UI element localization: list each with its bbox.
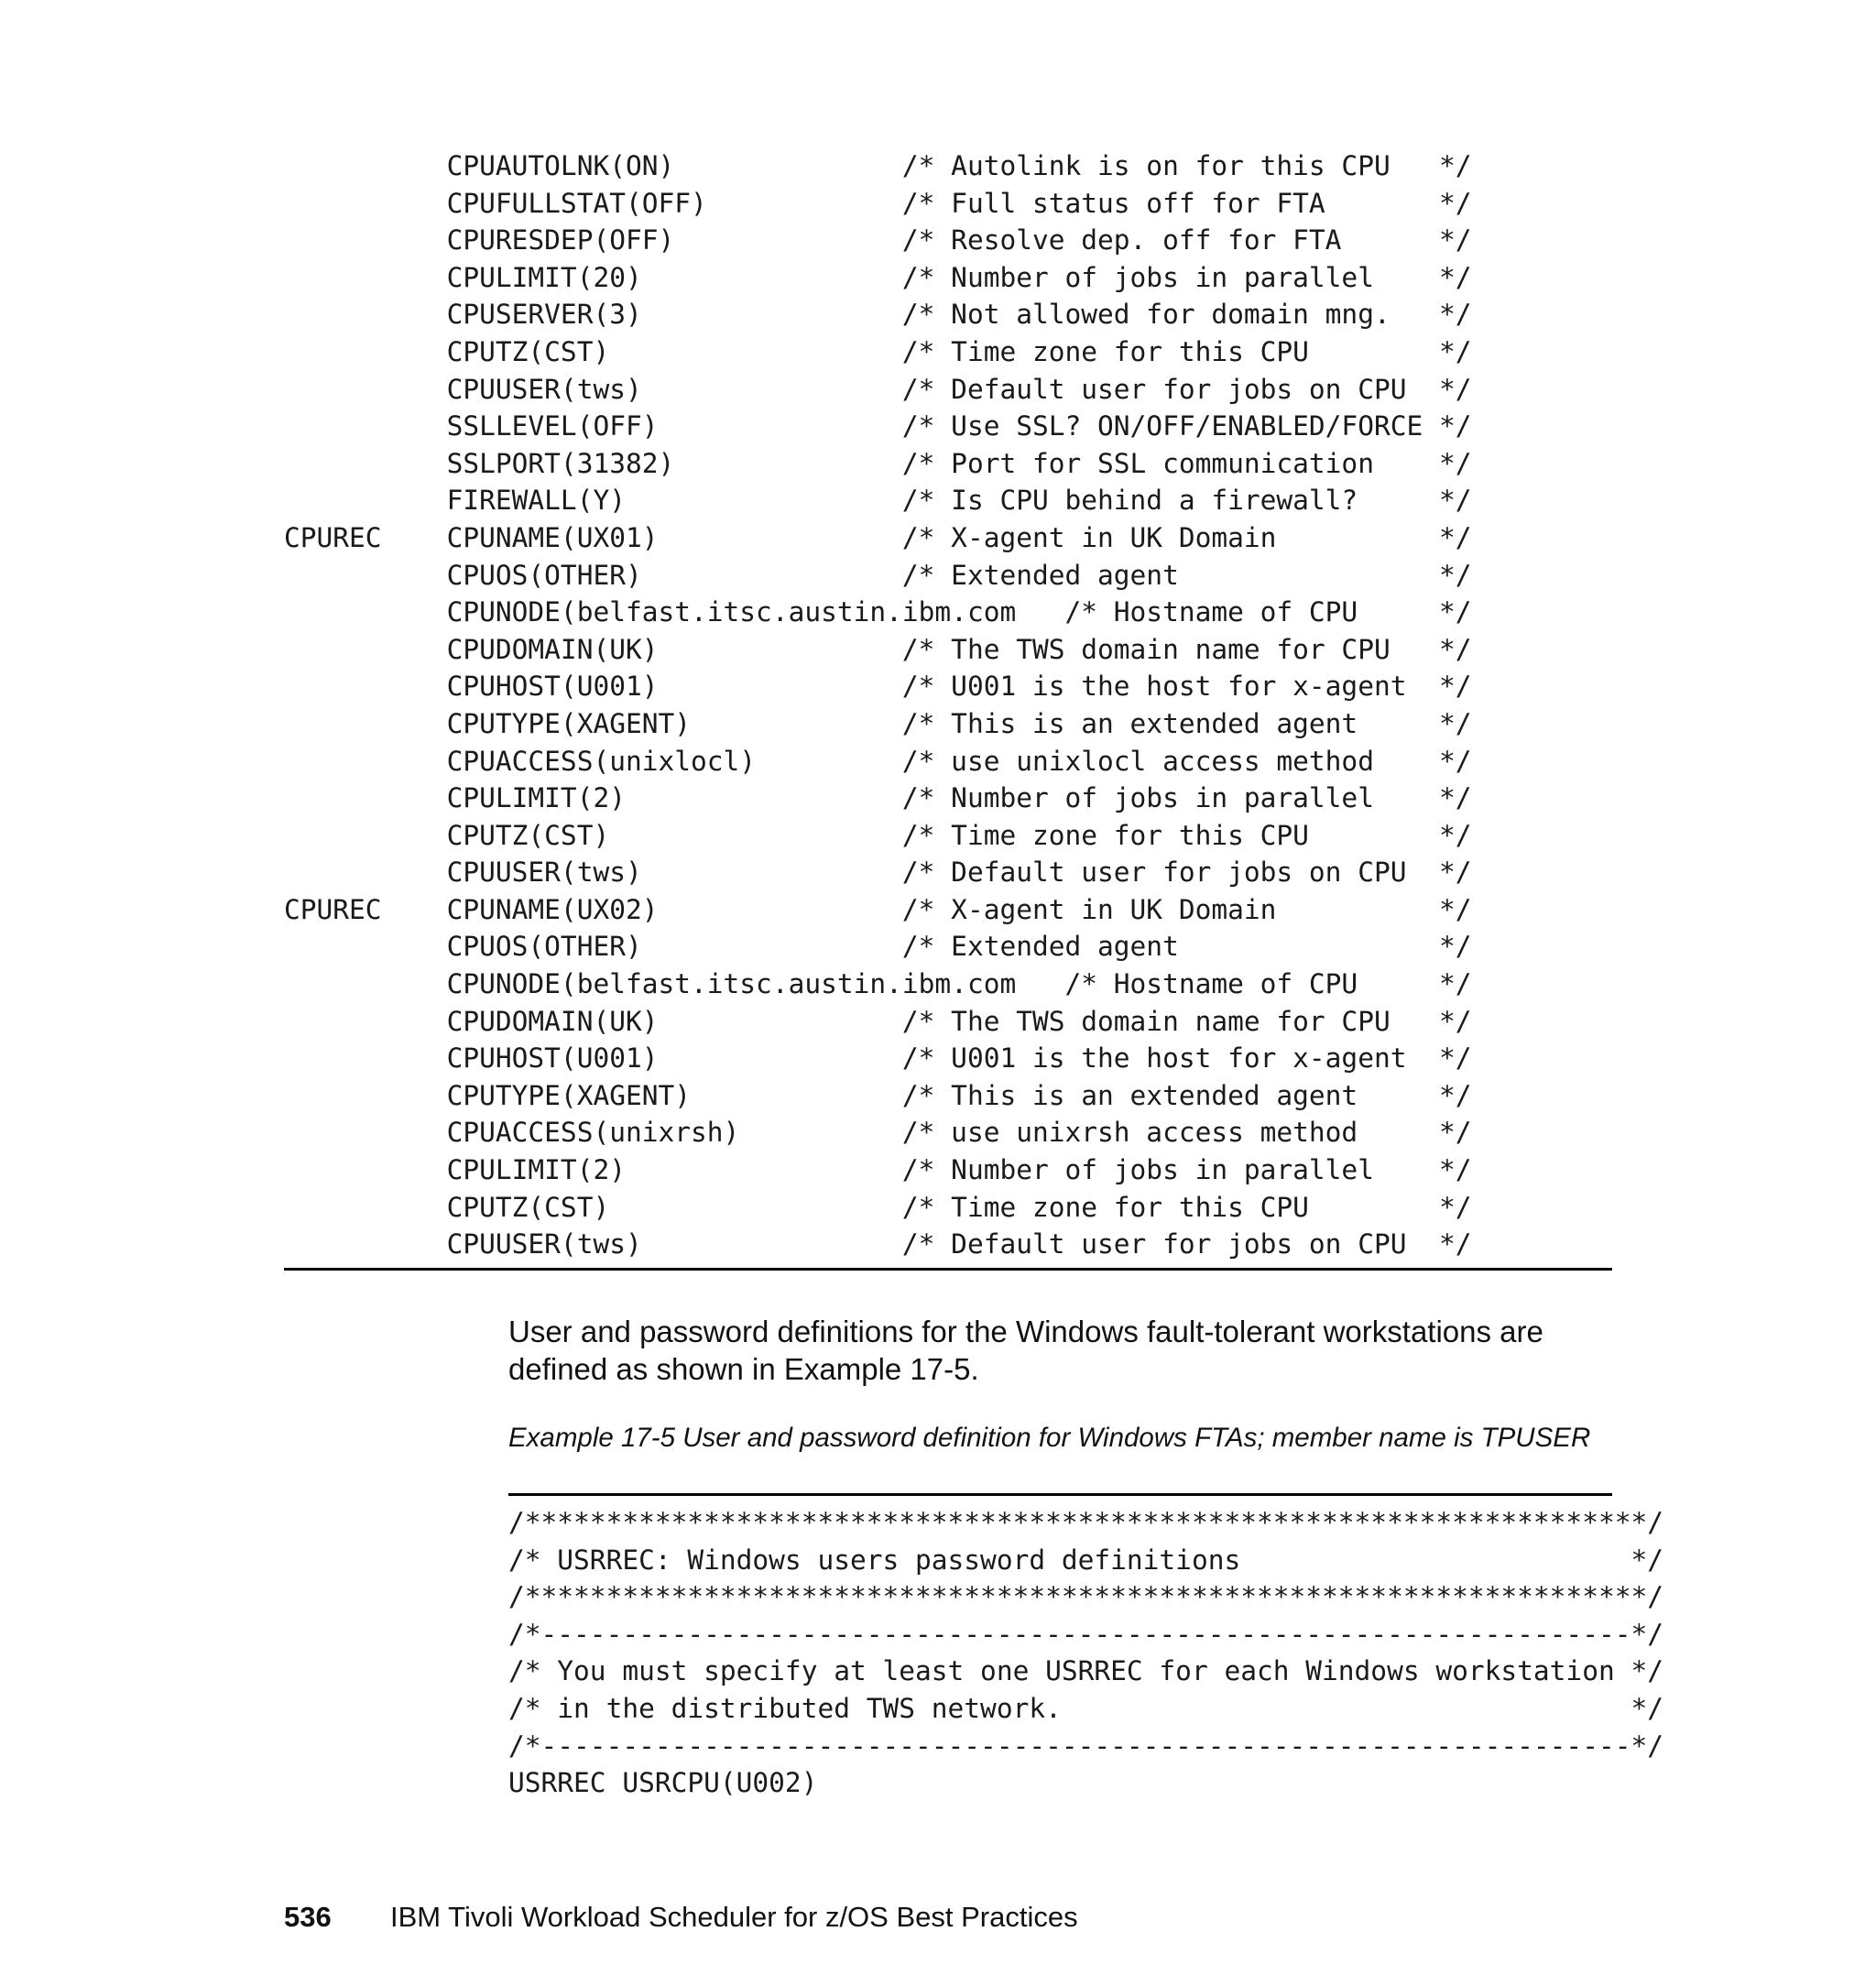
code-line: CPUHOST(U001) /* U001 is the host for x-agent */ xyxy=(284,671,1472,703)
code-line: CPUACCESS(unixlocl) /* use unixlocl access method */ xyxy=(284,745,1472,777)
code-line: CPUUSER(tws) /* Default user for jobs on CPU */ xyxy=(284,857,1472,889)
code-line: CPUNODE(belfast.itsc.austin.ibm.com /* Hostname of CPU */ xyxy=(284,596,1472,628)
book-title: IBM Tivoli Workload Scheduler for z/OS Best Practices xyxy=(390,1901,1078,1933)
cpurec-code-listing xyxy=(284,147,1472,1263)
code-line: CPULIMIT(2) /* Number of jobs in parallel */ xyxy=(284,1154,1472,1186)
code-line: CPUREC CPUNAME(UX02) /* X-agent in UK Domain */ xyxy=(284,893,1472,925)
code-line: CPUTYPE(XAGENT) /* This is an extended agent */ xyxy=(284,1079,1472,1111)
example-caption: Example 17-5 User and password definition for Windows FTAs; member name is TPUSER xyxy=(508,1423,1591,1453)
code-line: CPUDOMAIN(UK) /* The TWS domain name for CPU */ xyxy=(284,1005,1472,1037)
code-line: /*-------------------------------------------------------------------*/ xyxy=(508,1730,1663,1762)
code-line: /* USRREC: Windows users password definitions */ xyxy=(508,1544,1663,1576)
code-line: CPUHOST(U001) /* U001 is the host for x-agent */ xyxy=(284,1042,1472,1075)
code-line: FIREWALL(Y) /* Is CPU behind a firewall? */ xyxy=(284,485,1472,517)
code-line: /*********************************************************************/ xyxy=(508,1507,1663,1538)
code-line: CPULIMIT(2) /* Number of jobs in parallel */ xyxy=(284,782,1472,814)
code-line: CPUTZ(CST) /* Time zone for this CPU */ xyxy=(284,819,1472,851)
code-line: /*********************************************************************/ xyxy=(508,1581,1663,1613)
example-end-rule xyxy=(284,1268,1612,1271)
example-start-rule xyxy=(508,1493,1612,1496)
code-line: CPUUSER(tws) /* Default user for jobs on CPU */ xyxy=(284,373,1472,405)
code-line: CPUACCESS(unixrsh) /* use unixrsh access method */ xyxy=(284,1117,1472,1149)
code-line: USRREC USRCPU(U002) xyxy=(508,1767,818,1799)
page-number: 536 xyxy=(284,1901,332,1933)
page-footer xyxy=(284,1899,1078,1936)
code-line: CPUNODE(belfast.itsc.austin.ibm.com /* Hostname of CPU */ xyxy=(284,968,1472,1000)
code-line: CPUTZ(CST) /* Time zone for this CPU */ xyxy=(284,335,1472,367)
usrrec-code-listing xyxy=(508,1504,1663,1802)
code-line: SSLPORT(31382) /* Port for SSL communication */ xyxy=(284,447,1472,479)
code-line: CPUOS(OTHER) /* Extended agent */ xyxy=(284,931,1472,963)
code-line: CPUOS(OTHER) /* Extended agent */ xyxy=(284,559,1472,591)
code-line: CPURESDEP(OFF) /* Resolve dep. off for FTA */ xyxy=(284,224,1472,256)
body-paragraph: User and password definitions for the Windows fault-tolerant workstations are defined as shown in Example 17-5. xyxy=(508,1315,1543,1386)
code-line: CPUDOMAIN(UK) /* The TWS domain name for CPU */ xyxy=(284,633,1472,665)
code-line: SSLLEVEL(OFF) /* Use SSL? ON/OFF/ENABLED/FORCE */ xyxy=(284,410,1472,442)
code-line: CPUSERVER(3) /* Not allowed for domain mng. */ xyxy=(284,299,1472,331)
code-line: CPUAUTOLNK(ON) /* Autolink is on for this CPU */ xyxy=(284,150,1472,181)
code-line: CPUTZ(CST) /* Time zone for this CPU */ xyxy=(284,1191,1472,1223)
code-line: CPUTYPE(XAGENT) /* This is an extended agent */ xyxy=(284,707,1472,739)
code-line: CPUFULLSTAT(OFF) /* Full status off for FTA */ xyxy=(284,187,1472,219)
code-line: /*-------------------------------------------------------------------*/ xyxy=(508,1618,1663,1650)
code-line: CPULIMIT(20) /* Number of jobs in parallel */ xyxy=(284,261,1472,293)
code-line: /* You must specify at least one USRREC for each Windows workstation */ xyxy=(508,1655,1663,1687)
code-line: CPUUSER(tws) /* Default user for jobs on CPU */ xyxy=(284,1228,1472,1260)
code-line: /* in the distributed TWS network. */ xyxy=(508,1692,1663,1724)
code-line: CPUREC CPUNAME(UX01) /* X-agent in UK Domain */ xyxy=(284,521,1472,553)
